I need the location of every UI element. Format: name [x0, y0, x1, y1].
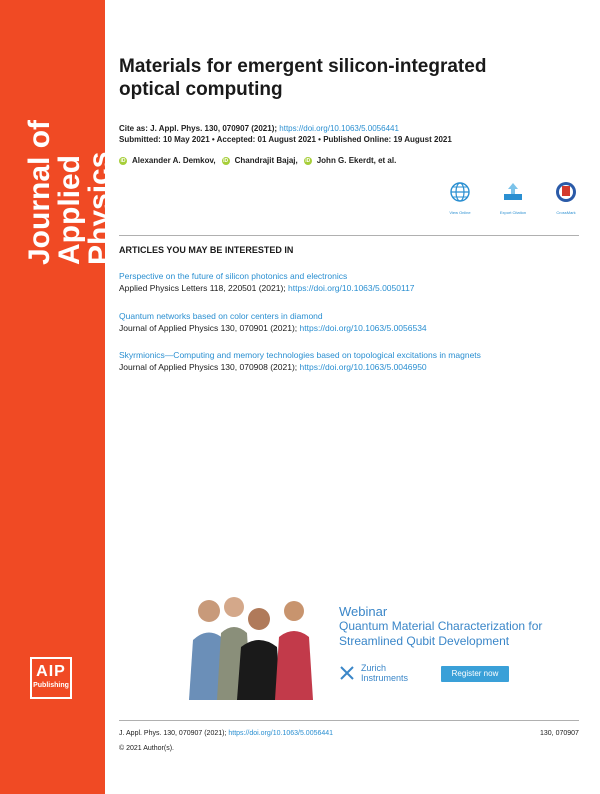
author-list	[119, 156, 396, 165]
globe-icon	[449, 181, 471, 203]
related-article-title[interactable]: Quantum networks based on color centers in diamond	[119, 311, 323, 321]
footer-doi-link[interactable]: https://doi.org/10.1063/5.0056441	[228, 730, 334, 737]
cite-label: Cite as:	[119, 124, 148, 133]
footer-citation	[119, 730, 333, 737]
related-article	[119, 310, 569, 334]
related-article-cite: Applied Physics Letters 118, 220501 (2021);	[119, 283, 286, 293]
orcid-icon[interactable]: iD	[223, 157, 229, 164]
export-citation-label: Export Citation	[499, 210, 527, 215]
brand-line-2: Instruments	[361, 673, 409, 683]
related-article-title[interactable]: Perspective on the future of silicon photonics and electronics	[119, 271, 348, 281]
related-article-doi[interactable]: https://doi.org/10.1063/5.0046950	[299, 362, 427, 372]
crossmark-icon	[555, 181, 577, 203]
author-name[interactable]: Alexander A. Demkov,	[132, 156, 216, 165]
related-heading: ARTICLES YOU MAY BE INTERESTED IN	[119, 245, 294, 255]
brand-line-1: Zurich	[361, 663, 387, 673]
aip-logo-text: AIP	[36, 663, 66, 680]
related-article	[119, 270, 569, 294]
view-online-label: View Online	[449, 210, 471, 215]
related-article-doi[interactable]: https://doi.org/10.1063/5.0056534	[299, 323, 427, 333]
crossmark-button[interactable]	[546, 181, 586, 215]
journal-sidebar	[0, 0, 116, 794]
cite-reference: J. Appl. Phys. 130, 070907 (2021);	[150, 124, 278, 133]
divider	[119, 720, 579, 721]
zurich-logo-icon	[339, 665, 355, 681]
footer-page-number: 130, 070907	[540, 730, 579, 737]
webinar-advertisement[interactable]	[119, 585, 579, 700]
aip-logo-subtext: Publishing	[33, 682, 69, 689]
aip-publishing-logo[interactable]	[30, 657, 72, 699]
webinar-title: Quantum Material Characterization for Streamlined Qubit Development	[339, 619, 543, 648]
related-article-cite: Journal of Applied Physics 130, 070901 (2021);	[119, 323, 298, 333]
crossmark-label: CrossMark	[556, 210, 576, 215]
related-article	[119, 349, 569, 373]
journal-name: Journal of Applied Physics	[23, 119, 116, 265]
author-name[interactable]: Chandrajit Bajaj,	[234, 156, 298, 165]
register-now-button[interactable]: Register now	[441, 666, 509, 682]
footer-cite-text: J. Appl. Phys. 130, 070907 (2021);	[119, 730, 227, 737]
cite-doi-link[interactable]: https://doi.org/10.1063/5.0056441	[279, 124, 399, 133]
copyright-notice: © 2021 Author(s).	[119, 745, 174, 752]
related-article-doi[interactable]: https://doi.org/10.1063/5.0050117	[288, 283, 415, 293]
article-actions	[440, 181, 590, 221]
related-article-title[interactable]: Skyrmionics—Computing and memory technologies based on topological excitations in magnets	[119, 350, 481, 360]
webinar-kicker: Webinar	[339, 604, 388, 619]
orcid-icon[interactable]: iD	[120, 157, 126, 164]
view-online-button[interactable]	[440, 181, 480, 215]
export-icon	[501, 181, 525, 203]
zurich-instruments-logo	[339, 663, 408, 683]
presenters-photo	[179, 585, 319, 700]
publication-dates: Submitted: 10 May 2021 • Accepted: 01 August 2021 • Published Online: 19 August 2021	[119, 135, 452, 144]
divider	[119, 235, 579, 236]
related-article-cite: Journal of Applied Physics 130, 070908 (2021);	[119, 362, 298, 372]
citation-block	[119, 123, 452, 145]
orcid-icon[interactable]: iD	[305, 157, 311, 164]
author-name[interactable]: John G. Ekerdt, et al.	[316, 156, 397, 165]
export-citation-button[interactable]	[493, 181, 533, 215]
article-title: Materials for emergent silicon-integrated optical computing	[119, 56, 487, 100]
